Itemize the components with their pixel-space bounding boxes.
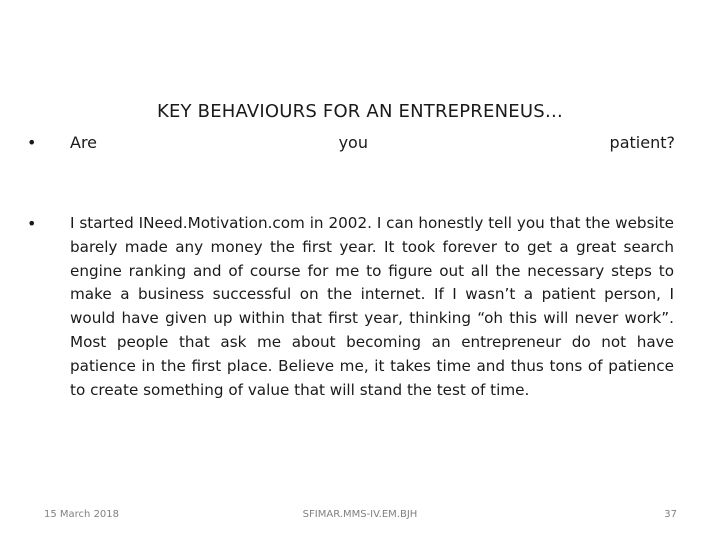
bullet-story-paragraph: I started INeed.Motivation.com in 2002. I can honestly tell you that the website barely made any money the first year. It took forever to get a great search engine ranking and of course for me to figure out all the necessary steps to make a business successful on the internet. If I wasn’t a patient person, I would have given up within that first year, thinking “oh this will never work”. Most people that ask me about becoming an entrepreneur do not have patience in the first place. Believe me, it takes time and thus tons of patience to create something of value that will stand the test of time.: [70, 214, 674, 399]
question-word-are: Are: [70, 133, 98, 152]
footer-page-number: 37: [664, 509, 677, 520]
question-word-you: you: [338, 133, 368, 152]
slide-title: KEY BEHAVIOURS FOR AN ENTREPRENEUS…: [156, 101, 564, 122]
bullet-question: [70, 131, 675, 155]
bullet-marker: •: [27, 214, 37, 233]
footer-date: 15 March 2018: [44, 509, 120, 520]
footer-center-text: SFIMAR.MMS-IV.EM.BJH: [302, 509, 418, 520]
question-word-patient: patient?: [609, 133, 675, 152]
bullet-marker: •: [27, 133, 37, 152]
